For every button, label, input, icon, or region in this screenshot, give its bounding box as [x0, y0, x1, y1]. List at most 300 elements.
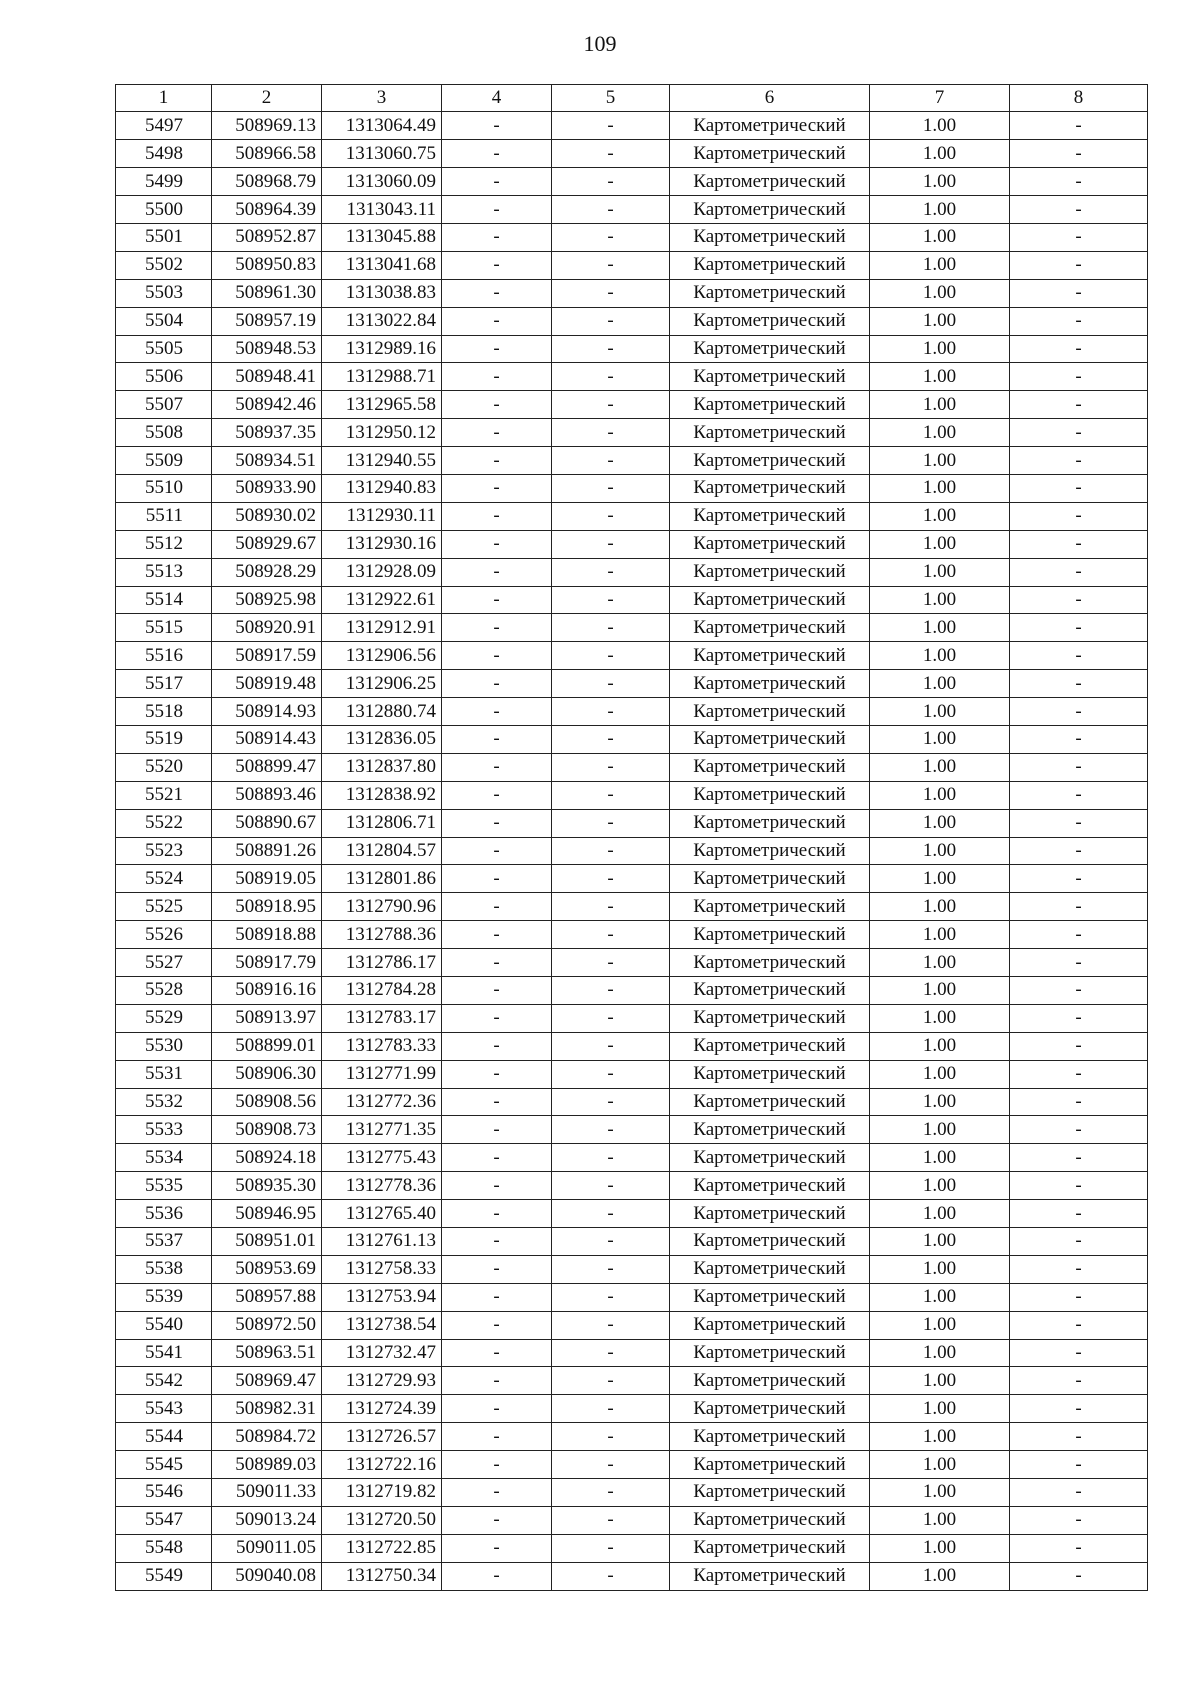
column-4-cell: - — [442, 558, 552, 586]
point-number-cell: 5497 — [116, 112, 212, 140]
column-5-cell: - — [552, 1311, 670, 1339]
column-4-cell: - — [442, 698, 552, 726]
point-number-cell: 5537 — [116, 1228, 212, 1256]
column-4-cell: - — [442, 725, 552, 753]
point-number-cell: 5502 — [116, 251, 212, 279]
column-8-cell: - — [1010, 1116, 1148, 1144]
column-8-cell: - — [1010, 279, 1148, 307]
y-coordinate-cell: 1312750.34 — [322, 1562, 442, 1590]
x-coordinate-cell: 508914.93 — [212, 698, 322, 726]
accuracy-cell: 1.00 — [870, 140, 1010, 168]
column-8-cell: - — [1010, 1451, 1148, 1479]
column-5-cell: - — [552, 1144, 670, 1172]
column-4-cell: - — [442, 614, 552, 642]
column-8-cell: - — [1010, 474, 1148, 502]
x-coordinate-cell: 508935.30 — [212, 1172, 322, 1200]
y-coordinate-cell: 1312720.50 — [322, 1506, 442, 1534]
accuracy-cell: 1.00 — [870, 1534, 1010, 1562]
column-8-cell: - — [1010, 893, 1148, 921]
column-5-cell: - — [552, 865, 670, 893]
table-row — [116, 670, 1148, 698]
y-coordinate-cell: 1312753.94 — [322, 1283, 442, 1311]
column-header-6: 6 — [670, 85, 870, 112]
column-4-cell: - — [442, 809, 552, 837]
column-4-cell: - — [442, 586, 552, 614]
y-coordinate-cell: 1312771.35 — [322, 1116, 442, 1144]
point-number-cell: 5501 — [116, 223, 212, 251]
column-4-cell: - — [442, 1032, 552, 1060]
column-5-cell: - — [552, 196, 670, 224]
x-coordinate-cell: 508899.47 — [212, 753, 322, 781]
y-coordinate-cell: 1312758.33 — [322, 1255, 442, 1283]
y-coordinate-cell: 1312775.43 — [322, 1144, 442, 1172]
y-coordinate-cell: 1312783.33 — [322, 1032, 442, 1060]
table-body — [116, 112, 1148, 1590]
accuracy-cell: 1.00 — [870, 391, 1010, 419]
table-row — [116, 893, 1148, 921]
x-coordinate-cell: 508924.18 — [212, 1144, 322, 1172]
accuracy-cell: 1.00 — [870, 865, 1010, 893]
column-5-cell: - — [552, 921, 670, 949]
y-coordinate-cell: 1312783.17 — [322, 1004, 442, 1032]
point-number-cell: 5519 — [116, 725, 212, 753]
column-8-cell: - — [1010, 1255, 1148, 1283]
table-row — [116, 1144, 1148, 1172]
x-coordinate-cell: 508934.51 — [212, 447, 322, 475]
accuracy-cell: 1.00 — [870, 1283, 1010, 1311]
column-5-cell: - — [552, 809, 670, 837]
column-8-cell: - — [1010, 1172, 1148, 1200]
point-number-cell: 5545 — [116, 1451, 212, 1479]
method-cell: Картометрический — [670, 558, 870, 586]
table-row — [116, 781, 1148, 809]
column-8-cell: - — [1010, 140, 1148, 168]
column-8-cell: - — [1010, 1228, 1148, 1256]
accuracy-cell: 1.00 — [870, 502, 1010, 530]
x-coordinate-cell: 509013.24 — [212, 1506, 322, 1534]
method-cell: Картометрический — [670, 837, 870, 865]
x-coordinate-cell: 508982.31 — [212, 1395, 322, 1423]
column-4-cell: - — [442, 837, 552, 865]
x-coordinate-cell: 508891.26 — [212, 837, 322, 865]
accuracy-cell: 1.00 — [870, 1088, 1010, 1116]
column-5-cell: - — [552, 1200, 670, 1228]
column-5-cell: - — [552, 1451, 670, 1479]
column-4-cell: - — [442, 1004, 552, 1032]
x-coordinate-cell: 508969.47 — [212, 1367, 322, 1395]
column-8-cell: - — [1010, 1534, 1148, 1562]
table-row — [116, 196, 1148, 224]
point-number-cell: 5508 — [116, 419, 212, 447]
method-cell: Картометрический — [670, 1506, 870, 1534]
table-row — [116, 1451, 1148, 1479]
x-coordinate-cell: 508972.50 — [212, 1311, 322, 1339]
column-8-cell: - — [1010, 447, 1148, 475]
column-5-cell: - — [552, 670, 670, 698]
y-coordinate-cell: 1312761.13 — [322, 1228, 442, 1256]
point-number-cell: 5523 — [116, 837, 212, 865]
column-4-cell: - — [442, 391, 552, 419]
column-4-cell: - — [442, 1172, 552, 1200]
y-coordinate-cell: 1312950.12 — [322, 419, 442, 447]
column-4-cell: - — [442, 1479, 552, 1507]
column-5-cell: - — [552, 1283, 670, 1311]
column-header-7: 7 — [870, 85, 1010, 112]
column-4-cell: - — [442, 642, 552, 670]
method-cell: Картометрический — [670, 725, 870, 753]
table-row — [116, 279, 1148, 307]
column-header-4: 4 — [442, 85, 552, 112]
method-cell: Картометрический — [670, 893, 870, 921]
table-row — [116, 1116, 1148, 1144]
column-5-cell: - — [552, 307, 670, 335]
x-coordinate-cell: 508937.35 — [212, 419, 322, 447]
column-8-cell: - — [1010, 1088, 1148, 1116]
column-4-cell: - — [442, 753, 552, 781]
column-4-cell: - — [442, 977, 552, 1005]
column-4-cell: - — [442, 1311, 552, 1339]
x-coordinate-cell: 508946.95 — [212, 1200, 322, 1228]
method-cell: Картометрический — [670, 1144, 870, 1172]
column-8-cell: - — [1010, 725, 1148, 753]
point-number-cell: 5504 — [116, 307, 212, 335]
x-coordinate-cell: 508984.72 — [212, 1423, 322, 1451]
point-number-cell: 5547 — [116, 1506, 212, 1534]
table-row — [116, 1004, 1148, 1032]
column-8-cell: - — [1010, 781, 1148, 809]
table-row — [116, 1200, 1148, 1228]
column-8-cell: - — [1010, 530, 1148, 558]
column-8-cell: - — [1010, 949, 1148, 977]
column-8-cell: - — [1010, 865, 1148, 893]
y-coordinate-cell: 1312988.71 — [322, 363, 442, 391]
accuracy-cell: 1.00 — [870, 670, 1010, 698]
column-5-cell: - — [552, 474, 670, 502]
y-coordinate-cell: 1312965.58 — [322, 391, 442, 419]
table-row — [116, 391, 1148, 419]
point-number-cell: 5549 — [116, 1562, 212, 1590]
column-5-cell: - — [552, 1479, 670, 1507]
y-coordinate-cell: 1312940.83 — [322, 474, 442, 502]
method-cell: Картометрический — [670, 1562, 870, 1590]
y-coordinate-cell: 1313043.11 — [322, 196, 442, 224]
column-8-cell: - — [1010, 809, 1148, 837]
accuracy-cell: 1.00 — [870, 1032, 1010, 1060]
y-coordinate-cell: 1313045.88 — [322, 223, 442, 251]
method-cell: Картометрический — [670, 670, 870, 698]
column-4-cell: - — [442, 279, 552, 307]
y-coordinate-cell: 1312765.40 — [322, 1200, 442, 1228]
y-coordinate-cell: 1312836.05 — [322, 725, 442, 753]
table-row — [116, 419, 1148, 447]
point-number-cell: 5544 — [116, 1423, 212, 1451]
method-cell: Картометрический — [670, 530, 870, 558]
column-5-cell: - — [552, 725, 670, 753]
table-row — [116, 753, 1148, 781]
column-8-cell: - — [1010, 1395, 1148, 1423]
y-coordinate-cell: 1313060.75 — [322, 140, 442, 168]
table-row — [116, 865, 1148, 893]
table-row — [116, 1032, 1148, 1060]
column-8-cell: - — [1010, 753, 1148, 781]
y-coordinate-cell: 1312771.99 — [322, 1060, 442, 1088]
table-row — [116, 837, 1148, 865]
column-8-cell: - — [1010, 1032, 1148, 1060]
y-coordinate-cell: 1312738.54 — [322, 1311, 442, 1339]
point-number-cell: 5530 — [116, 1032, 212, 1060]
x-coordinate-cell: 508916.16 — [212, 977, 322, 1005]
x-coordinate-cell: 508890.67 — [212, 809, 322, 837]
column-header-3: 3 — [322, 85, 442, 112]
column-5-cell: - — [552, 949, 670, 977]
column-4-cell: - — [442, 223, 552, 251]
x-coordinate-cell: 508918.88 — [212, 921, 322, 949]
column-4-cell: - — [442, 1228, 552, 1256]
x-coordinate-cell: 508953.69 — [212, 1255, 322, 1283]
x-coordinate-cell: 508957.19 — [212, 307, 322, 335]
column-4-cell: - — [442, 168, 552, 196]
page-number: 109 — [583, 31, 617, 56]
column-header-5: 5 — [552, 85, 670, 112]
x-coordinate-cell: 508925.98 — [212, 586, 322, 614]
x-coordinate-cell: 508908.73 — [212, 1116, 322, 1144]
column-4-cell: - — [442, 1534, 552, 1562]
accuracy-cell: 1.00 — [870, 949, 1010, 977]
x-coordinate-cell: 508919.05 — [212, 865, 322, 893]
method-cell: Картометрический — [670, 335, 870, 363]
y-coordinate-cell: 1312880.74 — [322, 698, 442, 726]
x-coordinate-cell: 508957.88 — [212, 1283, 322, 1311]
method-cell: Картометрический — [670, 949, 870, 977]
point-number-cell: 5529 — [116, 1004, 212, 1032]
column-4-cell: - — [442, 1395, 552, 1423]
method-cell: Картометрический — [670, 391, 870, 419]
column-8-cell: - — [1010, 1283, 1148, 1311]
column-5-cell: - — [552, 530, 670, 558]
y-coordinate-cell: 1312989.16 — [322, 335, 442, 363]
column-5-cell: - — [552, 223, 670, 251]
method-cell: Картометрический — [670, 642, 870, 670]
method-cell: Картометрический — [670, 1172, 870, 1200]
method-cell: Картометрический — [670, 1200, 870, 1228]
table-row — [116, 1339, 1148, 1367]
x-coordinate-cell: 508966.58 — [212, 140, 322, 168]
table-row — [116, 251, 1148, 279]
table-row — [116, 530, 1148, 558]
y-coordinate-cell: 1312928.09 — [322, 558, 442, 586]
table-row — [116, 223, 1148, 251]
column-5-cell: - — [552, 977, 670, 1005]
column-4-cell: - — [442, 865, 552, 893]
column-4-cell: - — [442, 1506, 552, 1534]
point-number-cell: 5543 — [116, 1395, 212, 1423]
column-4-cell: - — [442, 474, 552, 502]
x-coordinate-cell: 508918.95 — [212, 893, 322, 921]
column-header-8: 8 — [1010, 85, 1148, 112]
accuracy-cell: 1.00 — [870, 1506, 1010, 1534]
x-coordinate-cell: 508908.56 — [212, 1088, 322, 1116]
y-coordinate-cell: 1312837.80 — [322, 753, 442, 781]
table-row — [116, 1088, 1148, 1116]
table-row — [116, 112, 1148, 140]
column-8-cell: - — [1010, 1311, 1148, 1339]
point-number-cell: 5528 — [116, 977, 212, 1005]
y-coordinate-cell: 1312719.82 — [322, 1479, 442, 1507]
method-cell: Картометрический — [670, 1534, 870, 1562]
y-coordinate-cell: 1312722.85 — [322, 1534, 442, 1562]
column-4-cell: - — [442, 1562, 552, 1590]
coordinates-table — [115, 84, 1148, 1591]
table-row — [116, 977, 1148, 1005]
column-8-cell: - — [1010, 168, 1148, 196]
y-coordinate-cell: 1312732.47 — [322, 1339, 442, 1367]
accuracy-cell: 1.00 — [870, 558, 1010, 586]
column-8-cell: - — [1010, 1506, 1148, 1534]
accuracy-cell: 1.00 — [870, 279, 1010, 307]
column-8-cell: - — [1010, 1144, 1148, 1172]
column-5-cell: - — [552, 251, 670, 279]
y-coordinate-cell: 1312912.91 — [322, 614, 442, 642]
table-row — [116, 307, 1148, 335]
column-8-cell: - — [1010, 1339, 1148, 1367]
table-row — [116, 1367, 1148, 1395]
point-number-cell: 5546 — [116, 1479, 212, 1507]
x-coordinate-cell: 508919.48 — [212, 670, 322, 698]
point-number-cell: 5505 — [116, 335, 212, 363]
y-coordinate-cell: 1312801.86 — [322, 865, 442, 893]
column-8-cell: - — [1010, 1479, 1148, 1507]
x-coordinate-cell: 508929.67 — [212, 530, 322, 558]
column-5-cell: - — [552, 1506, 670, 1534]
y-coordinate-cell: 1312906.25 — [322, 670, 442, 698]
column-4-cell: - — [442, 502, 552, 530]
point-number-cell: 5539 — [116, 1283, 212, 1311]
accuracy-cell: 1.00 — [870, 1228, 1010, 1256]
point-number-cell: 5532 — [116, 1088, 212, 1116]
method-cell: Картометрический — [670, 781, 870, 809]
column-4-cell: - — [442, 949, 552, 977]
column-4-cell: - — [442, 1367, 552, 1395]
point-number-cell: 5527 — [116, 949, 212, 977]
point-number-cell: 5534 — [116, 1144, 212, 1172]
accuracy-cell: 1.00 — [870, 251, 1010, 279]
x-coordinate-cell: 508930.02 — [212, 502, 322, 530]
accuracy-cell: 1.00 — [870, 642, 1010, 670]
method-cell: Картометрический — [670, 1283, 870, 1311]
accuracy-cell: 1.00 — [870, 1200, 1010, 1228]
x-coordinate-cell: 508913.97 — [212, 1004, 322, 1032]
point-number-cell: 5522 — [116, 809, 212, 837]
x-coordinate-cell: 508917.59 — [212, 642, 322, 670]
method-cell: Картометрический — [670, 698, 870, 726]
column-5-cell: - — [552, 1367, 670, 1395]
accuracy-cell: 1.00 — [870, 753, 1010, 781]
method-cell: Картометрический — [670, 474, 870, 502]
column-4-cell: - — [442, 1283, 552, 1311]
column-5-cell: - — [552, 893, 670, 921]
point-number-cell: 5548 — [116, 1534, 212, 1562]
y-coordinate-cell: 1313041.68 — [322, 251, 442, 279]
point-number-cell: 5509 — [116, 447, 212, 475]
point-number-cell: 5512 — [116, 530, 212, 558]
point-number-cell: 5510 — [116, 474, 212, 502]
accuracy-cell: 1.00 — [870, 698, 1010, 726]
column-8-cell: - — [1010, 642, 1148, 670]
column-4-cell: - — [442, 530, 552, 558]
x-coordinate-cell: 509040.08 — [212, 1562, 322, 1590]
y-coordinate-cell: 1313060.09 — [322, 168, 442, 196]
column-5-cell: - — [552, 419, 670, 447]
accuracy-cell: 1.00 — [870, 1339, 1010, 1367]
column-5-cell: - — [552, 753, 670, 781]
accuracy-cell: 1.00 — [870, 335, 1010, 363]
accuracy-cell: 1.00 — [870, 1311, 1010, 1339]
accuracy-cell: 1.00 — [870, 614, 1010, 642]
method-cell: Картометрический — [670, 977, 870, 1005]
column-4-cell: - — [442, 196, 552, 224]
method-cell: Картометрический — [670, 1004, 870, 1032]
column-8-cell: - — [1010, 1004, 1148, 1032]
table-row — [116, 1172, 1148, 1200]
table-row — [116, 140, 1148, 168]
point-number-cell: 5518 — [116, 698, 212, 726]
column-5-cell: - — [552, 1255, 670, 1283]
x-coordinate-cell: 508899.01 — [212, 1032, 322, 1060]
column-8-cell: - — [1010, 307, 1148, 335]
table-row — [116, 168, 1148, 196]
x-coordinate-cell: 508951.01 — [212, 1228, 322, 1256]
point-number-cell: 5541 — [116, 1339, 212, 1367]
method-cell: Картометрический — [670, 1255, 870, 1283]
y-coordinate-cell: 1312729.93 — [322, 1367, 442, 1395]
method-cell: Картометрический — [670, 865, 870, 893]
y-coordinate-cell: 1312778.36 — [322, 1172, 442, 1200]
column-8-cell: - — [1010, 1562, 1148, 1590]
column-8-cell: - — [1010, 698, 1148, 726]
point-number-cell: 5515 — [116, 614, 212, 642]
accuracy-cell: 1.00 — [870, 1144, 1010, 1172]
column-4-cell: - — [442, 1060, 552, 1088]
accuracy-cell: 1.00 — [870, 196, 1010, 224]
column-4-cell: - — [442, 1144, 552, 1172]
column-5-cell: - — [552, 279, 670, 307]
y-coordinate-cell: 1312930.16 — [322, 530, 442, 558]
column-4-cell: - — [442, 307, 552, 335]
table-row — [116, 725, 1148, 753]
y-coordinate-cell: 1312940.55 — [322, 447, 442, 475]
x-coordinate-cell: 508989.03 — [212, 1451, 322, 1479]
method-cell: Картометрический — [670, 753, 870, 781]
point-number-cell: 5520 — [116, 753, 212, 781]
point-number-cell: 5535 — [116, 1172, 212, 1200]
column-5-cell: - — [552, 781, 670, 809]
x-coordinate-cell: 508917.79 — [212, 949, 322, 977]
method-cell: Картометрический — [670, 447, 870, 475]
column-5-cell: - — [552, 642, 670, 670]
method-cell: Картометрический — [670, 502, 870, 530]
accuracy-cell: 1.00 — [870, 112, 1010, 140]
method-cell: Картометрический — [670, 1228, 870, 1256]
column-5-cell: - — [552, 586, 670, 614]
method-cell: Картометрический — [670, 1479, 870, 1507]
x-coordinate-cell: 509011.05 — [212, 1534, 322, 1562]
method-cell: Картометрический — [670, 140, 870, 168]
column-4-cell: - — [442, 670, 552, 698]
column-8-cell: - — [1010, 112, 1148, 140]
point-number-cell: 5500 — [116, 196, 212, 224]
point-number-cell: 5524 — [116, 865, 212, 893]
x-coordinate-cell: 508964.39 — [212, 196, 322, 224]
